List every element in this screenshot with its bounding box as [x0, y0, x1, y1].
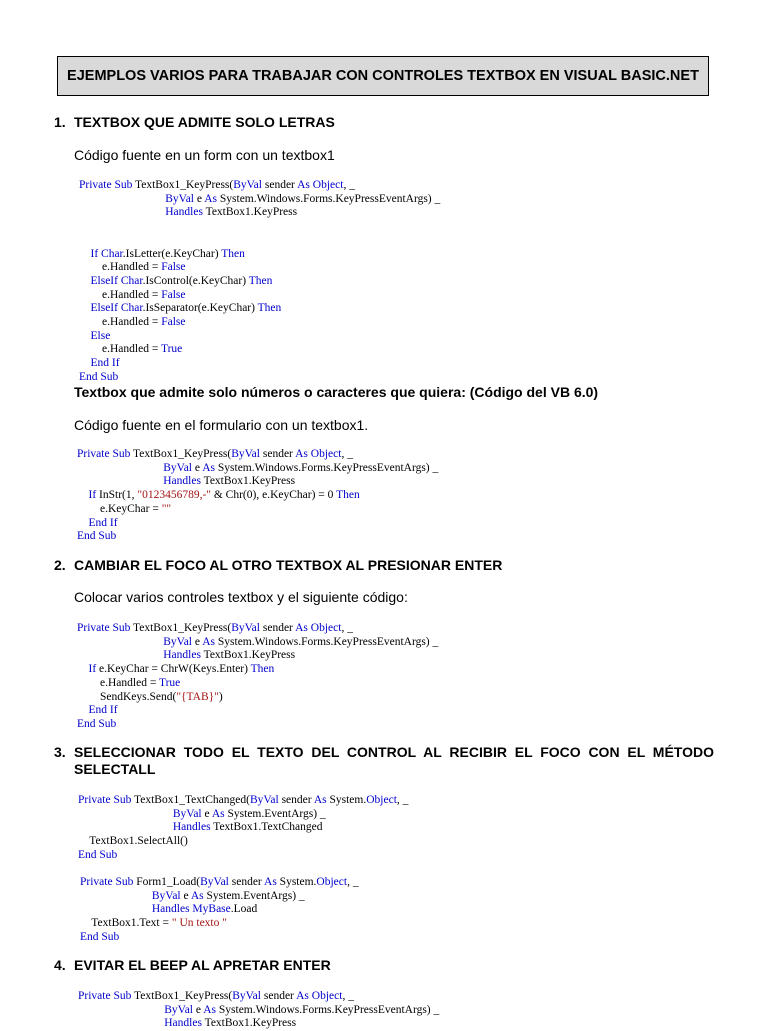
code-text: TextBox1.KeyPress [201, 1017, 297, 1030]
code-keyword: As [264, 876, 277, 888]
code-text: , _ [341, 448, 353, 460]
code-text [77, 517, 89, 529]
code-keyword: As [211, 807, 225, 820]
code-line [78, 849, 117, 861]
code-text: ) [218, 690, 223, 703]
code-keyword: Then [250, 663, 275, 676]
code-text: sender [228, 876, 265, 888]
code-line [78, 821, 322, 833]
code-keyword: End Sub [77, 717, 117, 730]
code-text: e [192, 461, 203, 474]
code-text: e [193, 1003, 204, 1016]
code-keyword: Handles MyBase [151, 903, 231, 916]
code-keyword: End Sub [79, 370, 119, 383]
code-text: e.Handled = [79, 288, 162, 301]
code-keyword: Then [257, 302, 282, 315]
code-keyword: Object [366, 794, 397, 806]
code-text: sender [278, 794, 314, 806]
code-text [78, 1004, 164, 1016]
code-block [79, 179, 440, 385]
code-keyword: Private Sub [77, 622, 134, 634]
code-text: System.Windows.Forms.KeyPressEventArgs) _ [215, 635, 439, 648]
code-keyword: Then [248, 274, 273, 287]
section-heading-text: EVITAR EL BEEP AL APRETAR ENTER [74, 957, 331, 973]
code-line [77, 503, 171, 515]
code-line [79, 275, 272, 287]
code-keyword: As Object [297, 179, 344, 191]
code-text: .IsControl(e.KeyChar) [142, 274, 249, 287]
code-text: , _ [396, 794, 409, 806]
code-text [79, 302, 91, 314]
code-line [77, 475, 295, 487]
code-line [77, 691, 223, 703]
code-keyword: As [203, 1003, 217, 1016]
section-number: 4. [54, 957, 66, 973]
code-text: SendKeys.Send( [77, 690, 177, 703]
code-text: TextBox1.KeyPress [202, 206, 298, 219]
code-text [79, 330, 91, 342]
code-block [77, 622, 438, 732]
code-line [77, 517, 118, 529]
code-keyword: End Sub [80, 930, 120, 943]
code-keyword: ByVal [232, 990, 261, 1002]
code-line [78, 808, 326, 820]
code-keyword: As [202, 635, 216, 648]
code-text: sender [260, 990, 297, 1002]
code-keyword: Private Sub [78, 794, 135, 806]
code-line [79, 343, 182, 355]
code-keyword: True [160, 343, 183, 356]
code-line [78, 1004, 439, 1016]
code-line [77, 462, 438, 474]
code-keyword: End If [88, 704, 118, 717]
code-keyword: Handles [163, 475, 201, 488]
code-line [79, 330, 110, 342]
page-title [57, 56, 709, 96]
code-line [80, 876, 359, 888]
code-line [77, 636, 438, 648]
code-text: e [201, 807, 212, 820]
code-text [77, 475, 163, 487]
code-keyword: ByVal [165, 192, 194, 205]
code-text: , _ [341, 622, 353, 634]
code-line [77, 448, 353, 460]
code-keyword: End Sub [78, 848, 118, 861]
code-keyword: False [161, 316, 186, 329]
code-keyword: False [161, 261, 186, 274]
code-keyword: If [88, 663, 97, 676]
code-text: System.Windows.Forms.KeyPressEventArgs) _ [215, 461, 439, 474]
code-text: TextBox1.TextChanged [210, 821, 323, 834]
code-line [80, 890, 305, 902]
code-line [78, 794, 408, 806]
code-text: sender [261, 179, 298, 191]
code-keyword: Handles [172, 821, 211, 834]
code-line [80, 931, 119, 943]
code-text [79, 193, 165, 205]
code-keyword: If Char [90, 247, 123, 260]
code-line [79, 179, 355, 191]
code-line [79, 357, 120, 369]
code-keyword: If [88, 489, 97, 502]
paragraph-s2-intro: Colocar varios controles textbox y el siguiente código: [74, 589, 408, 605]
code-line [79, 206, 297, 218]
code-keyword: Handles [163, 649, 201, 662]
code-block [80, 876, 359, 945]
code-line [77, 489, 360, 501]
code-keyword: As Object [296, 990, 343, 1002]
code-keyword: ByVal [231, 448, 260, 460]
code-text: .Load [230, 903, 258, 916]
code-line [79, 371, 118, 383]
code-text [79, 248, 91, 260]
code-text: System. [276, 876, 317, 888]
code-text: TextBox1.KeyPress [200, 649, 296, 662]
code-keyword: As [313, 794, 327, 806]
code-keyword: End If [90, 357, 120, 370]
code-text: Form1_Load( [136, 876, 201, 888]
paragraph-s1-intro2: Código fuente en el formulario con un textbox1. [74, 417, 369, 433]
code-text [77, 649, 163, 661]
section-heading-text: TEXTBOX QUE ADMITE SOLO LETRAS [74, 114, 335, 130]
code-keyword: ByVal [163, 635, 192, 648]
code-text [78, 808, 173, 820]
code-string: " Un texto " [171, 917, 227, 930]
code-keyword: ByVal [164, 1003, 193, 1016]
section-heading-4 [54, 957, 331, 973]
code-line [80, 903, 257, 915]
code-keyword: End Sub [77, 530, 117, 543]
section-heading-3 [54, 744, 714, 778]
code-text [78, 1017, 164, 1029]
code-line [78, 1017, 296, 1029]
code-line [79, 289, 185, 301]
code-line [77, 622, 353, 634]
code-line [77, 663, 274, 675]
code-keyword: ByVal [231, 622, 260, 634]
code-text: sender [259, 448, 296, 460]
code-text: System.EventArgs) _ [203, 889, 305, 902]
code-keyword: ByVal [172, 807, 202, 820]
code-text: & Chr(0), e.KeyChar) = 0 [210, 489, 337, 502]
section-number: 1. [54, 114, 66, 130]
code-text: TextBox1.Text = [80, 917, 172, 930]
code-text [77, 704, 89, 716]
code-line [79, 316, 185, 328]
code-text: System. [326, 794, 367, 806]
code-text [80, 903, 152, 915]
code-text [77, 663, 89, 675]
code-text [79, 357, 91, 369]
code-text: e.KeyChar = [77, 502, 162, 515]
code-text: TextBox1.KeyPress [200, 475, 296, 488]
code-line [77, 530, 116, 542]
code-text: .IsLetter(e.KeyChar) [122, 247, 222, 260]
section-heading-2 [54, 557, 502, 573]
code-keyword: As [204, 192, 218, 205]
code-text: TextBox1_KeyPress( [134, 990, 233, 1002]
code-text: , _ [343, 179, 355, 191]
code-keyword: ByVal [163, 461, 192, 474]
code-line [77, 677, 180, 689]
code-keyword: False [161, 288, 186, 301]
code-keyword: End If [88, 516, 118, 529]
code-text: System.Windows.Forms.KeyPressEventArgs) _ [217, 192, 441, 205]
code-text: , _ [347, 876, 359, 888]
code-block [78, 990, 439, 1031]
section-number: 2. [54, 557, 66, 573]
code-line [79, 302, 281, 314]
code-string: "{TAB}" [176, 690, 219, 703]
subheading-vb6: Textbox que admite solo números o caracteres que quiera: (Código del VB 6.0) [74, 384, 599, 400]
code-text: TextBox1_KeyPress( [133, 448, 232, 460]
code-text: e [192, 635, 203, 648]
code-keyword: Else [90, 329, 111, 342]
code-text: System.EventArgs) _ [224, 807, 326, 820]
code-keyword: ByVal [249, 794, 279, 806]
code-keyword: ByVal [151, 889, 181, 902]
code-keyword: As Object [295, 448, 342, 460]
code-text [79, 275, 91, 287]
code-text: e.Handled = [77, 676, 159, 689]
code-keyword: ByVal [233, 179, 262, 191]
code-line [77, 649, 295, 661]
code-text: TextBox1_KeyPress( [133, 622, 232, 634]
code-string: "0123456789,-" [137, 489, 211, 502]
code-keyword: Object [316, 876, 348, 888]
code-line [79, 261, 185, 273]
code-text [80, 890, 152, 902]
code-text: , _ [342, 990, 354, 1002]
code-keyword: ElseIf Char [90, 302, 143, 315]
code-keyword: As [202, 461, 216, 474]
code-text [77, 636, 163, 648]
section-heading-text: SELECCIONAR TODO EL TEXTO DEL CONTROL AL RECIBIR EL FOCO CON EL MÉTODO SELECTALL [74, 744, 714, 777]
code-line [78, 990, 354, 1002]
code-string: "" [161, 502, 172, 515]
code-text [79, 206, 165, 218]
code-line [79, 193, 440, 205]
code-text: e.Handled = [79, 316, 162, 329]
code-keyword: Then [336, 489, 360, 502]
code-text: e.KeyChar = ChrW(Keys.Enter) [96, 663, 251, 676]
paragraph-s1-intro: Código fuente en un form con un textbox1 [74, 147, 335, 163]
code-line [77, 704, 118, 716]
code-text: e.Handled = [79, 343, 161, 356]
code-text: TextBox1_KeyPress( [135, 179, 234, 191]
code-text: InStr(1, [96, 489, 138, 502]
code-keyword: Handles [164, 1017, 202, 1030]
code-text: TextBox1.SelectAll() [78, 835, 188, 848]
section-number: 3. [54, 744, 66, 760]
code-text: e.Handled = [79, 261, 162, 274]
code-keyword: True [158, 676, 181, 689]
section-heading-1 [54, 114, 335, 130]
page-title-text: EJEMPLOS VARIOS PARA TRABAJAR CON CONTROLES TEXTBOX EN VISUAL BASIC.NET [67, 68, 699, 84]
code-keyword: Then [221, 247, 245, 260]
code-line [80, 917, 227, 929]
code-text: TextBox1_TextChanged( [134, 794, 250, 806]
code-keyword: ElseIf Char [90, 274, 143, 287]
code-keyword: Private Sub [80, 876, 137, 888]
code-block [78, 794, 408, 863]
code-keyword: ByVal [200, 876, 229, 888]
code-keyword: Private Sub [79, 179, 136, 191]
code-line [79, 248, 245, 260]
code-text: sender [259, 622, 296, 634]
code-text: .IsSeparator(e.KeyChar) [142, 302, 258, 315]
code-text: System.Windows.Forms.KeyPressEventArgs) _ [216, 1003, 440, 1016]
code-line [78, 835, 188, 847]
code-keyword: Handles [165, 206, 203, 219]
code-keyword: Private Sub [77, 448, 134, 460]
section-heading-text: CAMBIAR EL FOCO AL OTRO TEXTBOX AL PRESIONAR ENTER [74, 557, 503, 573]
code-text [78, 821, 173, 833]
code-line [77, 718, 116, 730]
code-text [77, 489, 89, 501]
code-text: e [194, 192, 205, 205]
code-text [77, 462, 163, 474]
code-keyword: As [190, 889, 204, 902]
code-text: e [180, 889, 191, 902]
code-keyword: Private Sub [78, 990, 135, 1002]
code-keyword: As Object [295, 622, 342, 634]
code-block [77, 448, 438, 544]
